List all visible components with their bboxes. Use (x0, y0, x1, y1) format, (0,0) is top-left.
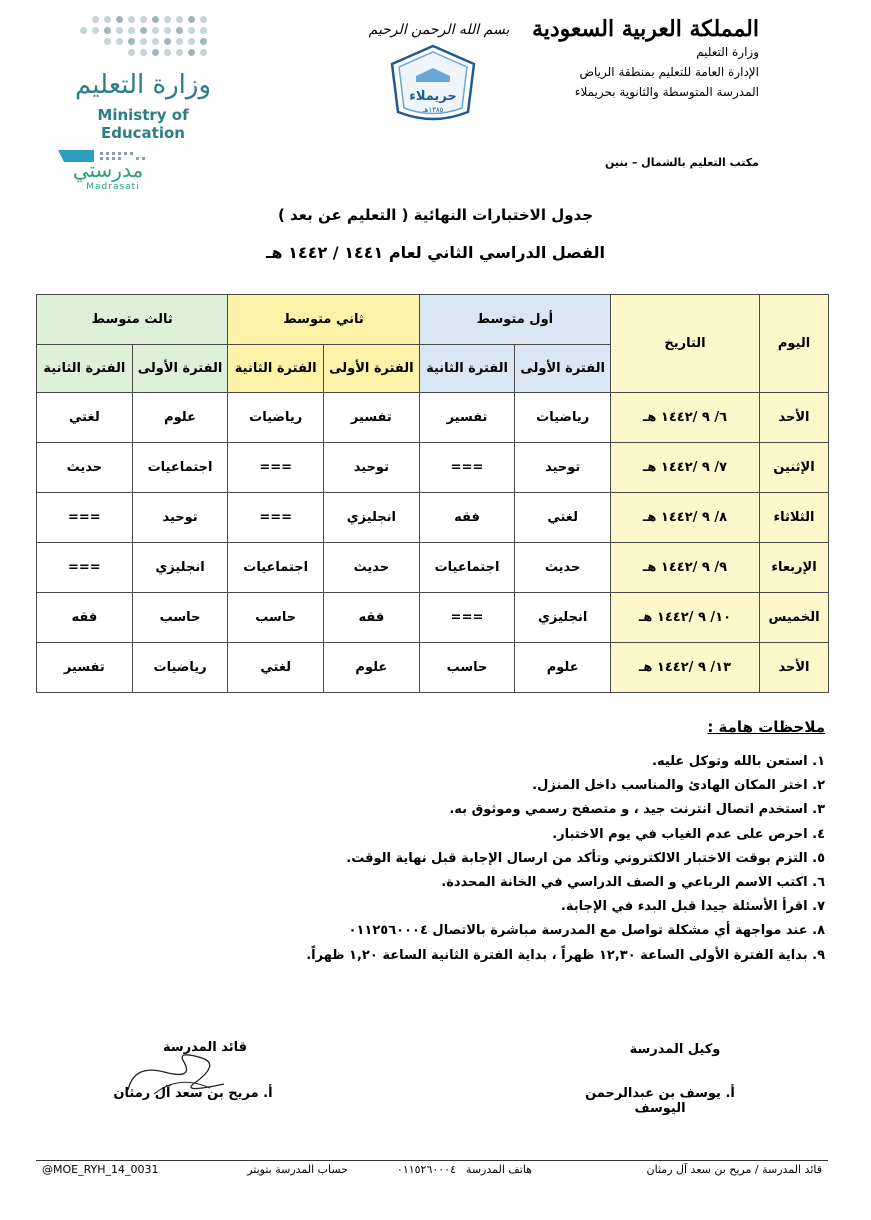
day-cell: الإربعاء (760, 543, 829, 593)
grade-header: أول متوسط (419, 295, 610, 345)
subject-cell: فقه (324, 593, 420, 643)
logo-dot (176, 38, 183, 45)
logo-dot (188, 49, 195, 56)
table-row (37, 393, 829, 443)
period-header: الفترة الأولى (515, 345, 611, 393)
logo-dot (152, 49, 159, 56)
subject-cell: انجليزي (515, 593, 611, 643)
logo-dot (176, 27, 183, 34)
date-header: التاريخ (611, 295, 760, 393)
logo-dot (152, 16, 159, 23)
logo-dot (188, 38, 195, 45)
subject-cell: حديث (515, 543, 611, 593)
subject-cell: فقه (37, 593, 133, 643)
date-cell: ١٣/ ٩ /١٤٤٢ هـ (611, 643, 760, 693)
day-cell: الثلاثاء (760, 493, 829, 543)
subject-cell: فقه (419, 493, 515, 543)
logo-dot (140, 27, 147, 34)
logo-dot (128, 16, 135, 23)
footer-twitter-label: حساب المدرسة بتويتر (247, 1163, 348, 1176)
list-item: ٧. اقرأ الأسئلة جيدا قبل البدء في الإجابة. (560, 899, 825, 915)
subject-cell: علوم (515, 643, 611, 693)
subject-cell: علوم (324, 643, 420, 693)
logo-dot (80, 27, 87, 34)
date-cell: ٧/ ٩ /١٤٤٢ هـ (611, 443, 760, 493)
logo-dot (116, 27, 123, 34)
list-item: ١. استعن بالله وتوكل عليه. (652, 754, 825, 769)
subject-cell: تفسير (419, 393, 515, 443)
header-right (519, 16, 759, 102)
day-cell: الأحد (760, 643, 829, 693)
logo-dot (128, 38, 135, 45)
notes-title: ملاحظات هامة : (707, 718, 825, 736)
subject-cell: حديث (37, 443, 133, 493)
table-row (37, 593, 829, 643)
subject-cell: لغتي (228, 643, 324, 693)
school-name: المدرسة المتوسطة والثانوية بحريملاء (574, 85, 759, 99)
principal-name: أ. مريح بن سعد آل رمثان (113, 1086, 273, 1101)
list-item: ٥. التزم بوقت الاختبار الالكتروني وتأكد من ارسال الإجابة قبل نهاية الوقت. (346, 850, 825, 866)
list-item: ٨. عند مواجهة أي مشكلة تواصل مع المدرسة مباشرة بالاتصال ٠١١٢٥٦٠٠٠٤ (348, 923, 825, 939)
ministry-name: وزارة التعليم (696, 45, 759, 59)
grade-header: ثالث متوسط (37, 295, 228, 345)
semester-title: الفصل الدراسي الثاني لعام ١٤٤١ / ١٤٤٢ هـ (266, 243, 605, 262)
period-header: الفترة الأولى (324, 345, 420, 393)
subject-cell: انجليزي (324, 493, 420, 543)
period-header: الفترة الثانية (228, 345, 324, 393)
list-item: ٤. احرص على عدم الغياب في يوم الاختبار. (552, 826, 825, 842)
day-cell: الأحد (760, 393, 829, 443)
footer-twitter-handle: @MOE_RYH_14_0031 (42, 1163, 159, 1176)
logo-dot (152, 27, 159, 34)
logo-dot (164, 16, 171, 23)
subject-cell: اجتماعيات (228, 543, 324, 593)
logo-dot (176, 49, 183, 56)
subject-cell: === (419, 593, 515, 643)
logo-dot (200, 38, 207, 45)
vice-principal-title: وكيل المدرسة (629, 1042, 721, 1057)
logo-dot (164, 27, 171, 34)
table-row (37, 643, 829, 693)
subject-cell: === (37, 493, 133, 543)
subject-cell: توحيد (132, 493, 228, 543)
table-row (37, 443, 829, 493)
logo-dot (200, 27, 207, 34)
logo-dot (116, 16, 123, 23)
date-cell: ٨/ ٩ /١٤٤٢ هـ (611, 493, 760, 543)
day-header: اليوم (760, 295, 829, 393)
subject-cell: علوم (132, 393, 228, 443)
subject-cell: توحيد (324, 443, 420, 493)
emblem-text: حريملاء (409, 89, 457, 104)
logo-dot (164, 38, 171, 45)
subject-cell: لغتي (515, 493, 611, 543)
subject-cell: حاسب (419, 643, 515, 693)
ministry-logo-ar: وزارة التعليم (74, 70, 212, 100)
period-header: الفترة الأولى (132, 345, 228, 393)
logo-dot (104, 27, 111, 34)
education-office: مكتب التعليم بالشمال – بنين (604, 156, 759, 169)
date-cell: ١٠/ ٩ /١٤٤٢ هـ (611, 593, 760, 643)
subject-cell: رياضيات (228, 393, 324, 443)
subject-cell: تفسير (37, 643, 133, 693)
logo-dot (164, 49, 171, 56)
administration-name: الإدارة العامة للتعليم بمنطقة الرياض (579, 65, 759, 79)
subject-cell: رياضيات (132, 643, 228, 693)
subject-cell: === (37, 543, 133, 593)
date-cell: ٩/ ٩ /١٤٤٢ هـ (611, 543, 760, 593)
footer-phone: ٠١١٥٢٦٠٠٠٤ (396, 1163, 456, 1176)
logo-dot (128, 49, 135, 56)
subject-cell: اجتماعيات (419, 543, 515, 593)
principal-title: قائد المدرسة (162, 1040, 248, 1055)
footer (36, 1163, 828, 1183)
day-cell: الخميس (760, 593, 829, 643)
day-cell: الإثنين (760, 443, 829, 493)
period-header: الفترة الثانية (419, 345, 515, 393)
madrasati-logo-ar: مدرستي (72, 158, 144, 182)
list-item: ٦. اكتب الاسم الرباعي و الصف الدراسي في الخانة المحددة. (441, 875, 825, 891)
logo-dot (188, 16, 195, 23)
footer-phone-label: هاتف المدرسة (465, 1163, 532, 1176)
logo-dot (92, 27, 99, 34)
subject-cell: تفسير (324, 393, 420, 443)
kingdom-name: المملكة العربية السعودية (531, 16, 759, 42)
subject-cell: انجليزي (132, 543, 228, 593)
logo-dot (200, 49, 207, 56)
exam-schedule-table (36, 294, 829, 693)
period-header: الفترة الثانية (37, 345, 133, 393)
logo-dot (140, 38, 147, 45)
subject-cell: رياضيات (515, 393, 611, 443)
ministry-logo-en: Ministry of Education (97, 106, 189, 142)
logo-dot (128, 27, 135, 34)
subject-cell: === (419, 443, 515, 493)
subject-cell: لغتي (37, 393, 133, 443)
footer-divider (36, 1160, 828, 1161)
notes-list (105, 750, 825, 968)
madrasati-logo-en: Madrasati (86, 182, 140, 192)
subject-cell: حاسب (132, 593, 228, 643)
basmala (368, 14, 510, 42)
grade-header: ثاني متوسط (228, 295, 419, 345)
table-header-row (37, 295, 829, 345)
date-cell: ٦/ ٩ /١٤٤٢ هـ (611, 393, 760, 443)
list-item: ٣. استخدم اتصال انترنت جيد ، و متصفح رسمي وموثوق به. (449, 802, 825, 818)
list-item: ٩. بداية الفترة الأولى الساعة ١٢,٣٠ ظهراً ، بداية الفترة الثانية الساعة ١,٢٠ ظهراً. (306, 947, 825, 963)
logo-dot (116, 38, 123, 45)
table-row (37, 493, 829, 543)
subject-cell: توحيد (515, 443, 611, 493)
logo-dot (188, 27, 195, 34)
school-emblem-icon (388, 42, 478, 122)
schedule-title: جدول الاختبارات النهائية ( التعليم عن بعد ) (277, 206, 594, 224)
logo-dot (104, 38, 111, 45)
subject-cell: === (228, 443, 324, 493)
logo-dot (140, 49, 147, 56)
logo-dot (92, 16, 99, 23)
logo-dot (152, 38, 159, 45)
subject-cell: اجتماعيات (132, 443, 228, 493)
vice-principal-name: أ. يوسف بن عبدالرحمن اليوسف (585, 1086, 735, 1116)
subject-cell: === (228, 493, 324, 543)
logo-dot (140, 16, 147, 23)
logo-dot (104, 16, 111, 23)
emblem-year: ١٣٨٥هـ (422, 106, 444, 114)
logo-dot (176, 16, 183, 23)
logo-dot (200, 16, 207, 23)
basmala-text: بسم الله الرحمن الرحيم (368, 22, 510, 38)
footer-principal: قائد المدرسة / مريح بن سعد آل رمثان (646, 1163, 822, 1176)
subject-cell: حاسب (228, 593, 324, 643)
table-row (37, 543, 829, 593)
list-item: ٢. اختر المكان الهادئ والمناسب داخل المنزل. (532, 778, 825, 794)
subject-cell: حديث (324, 543, 420, 593)
